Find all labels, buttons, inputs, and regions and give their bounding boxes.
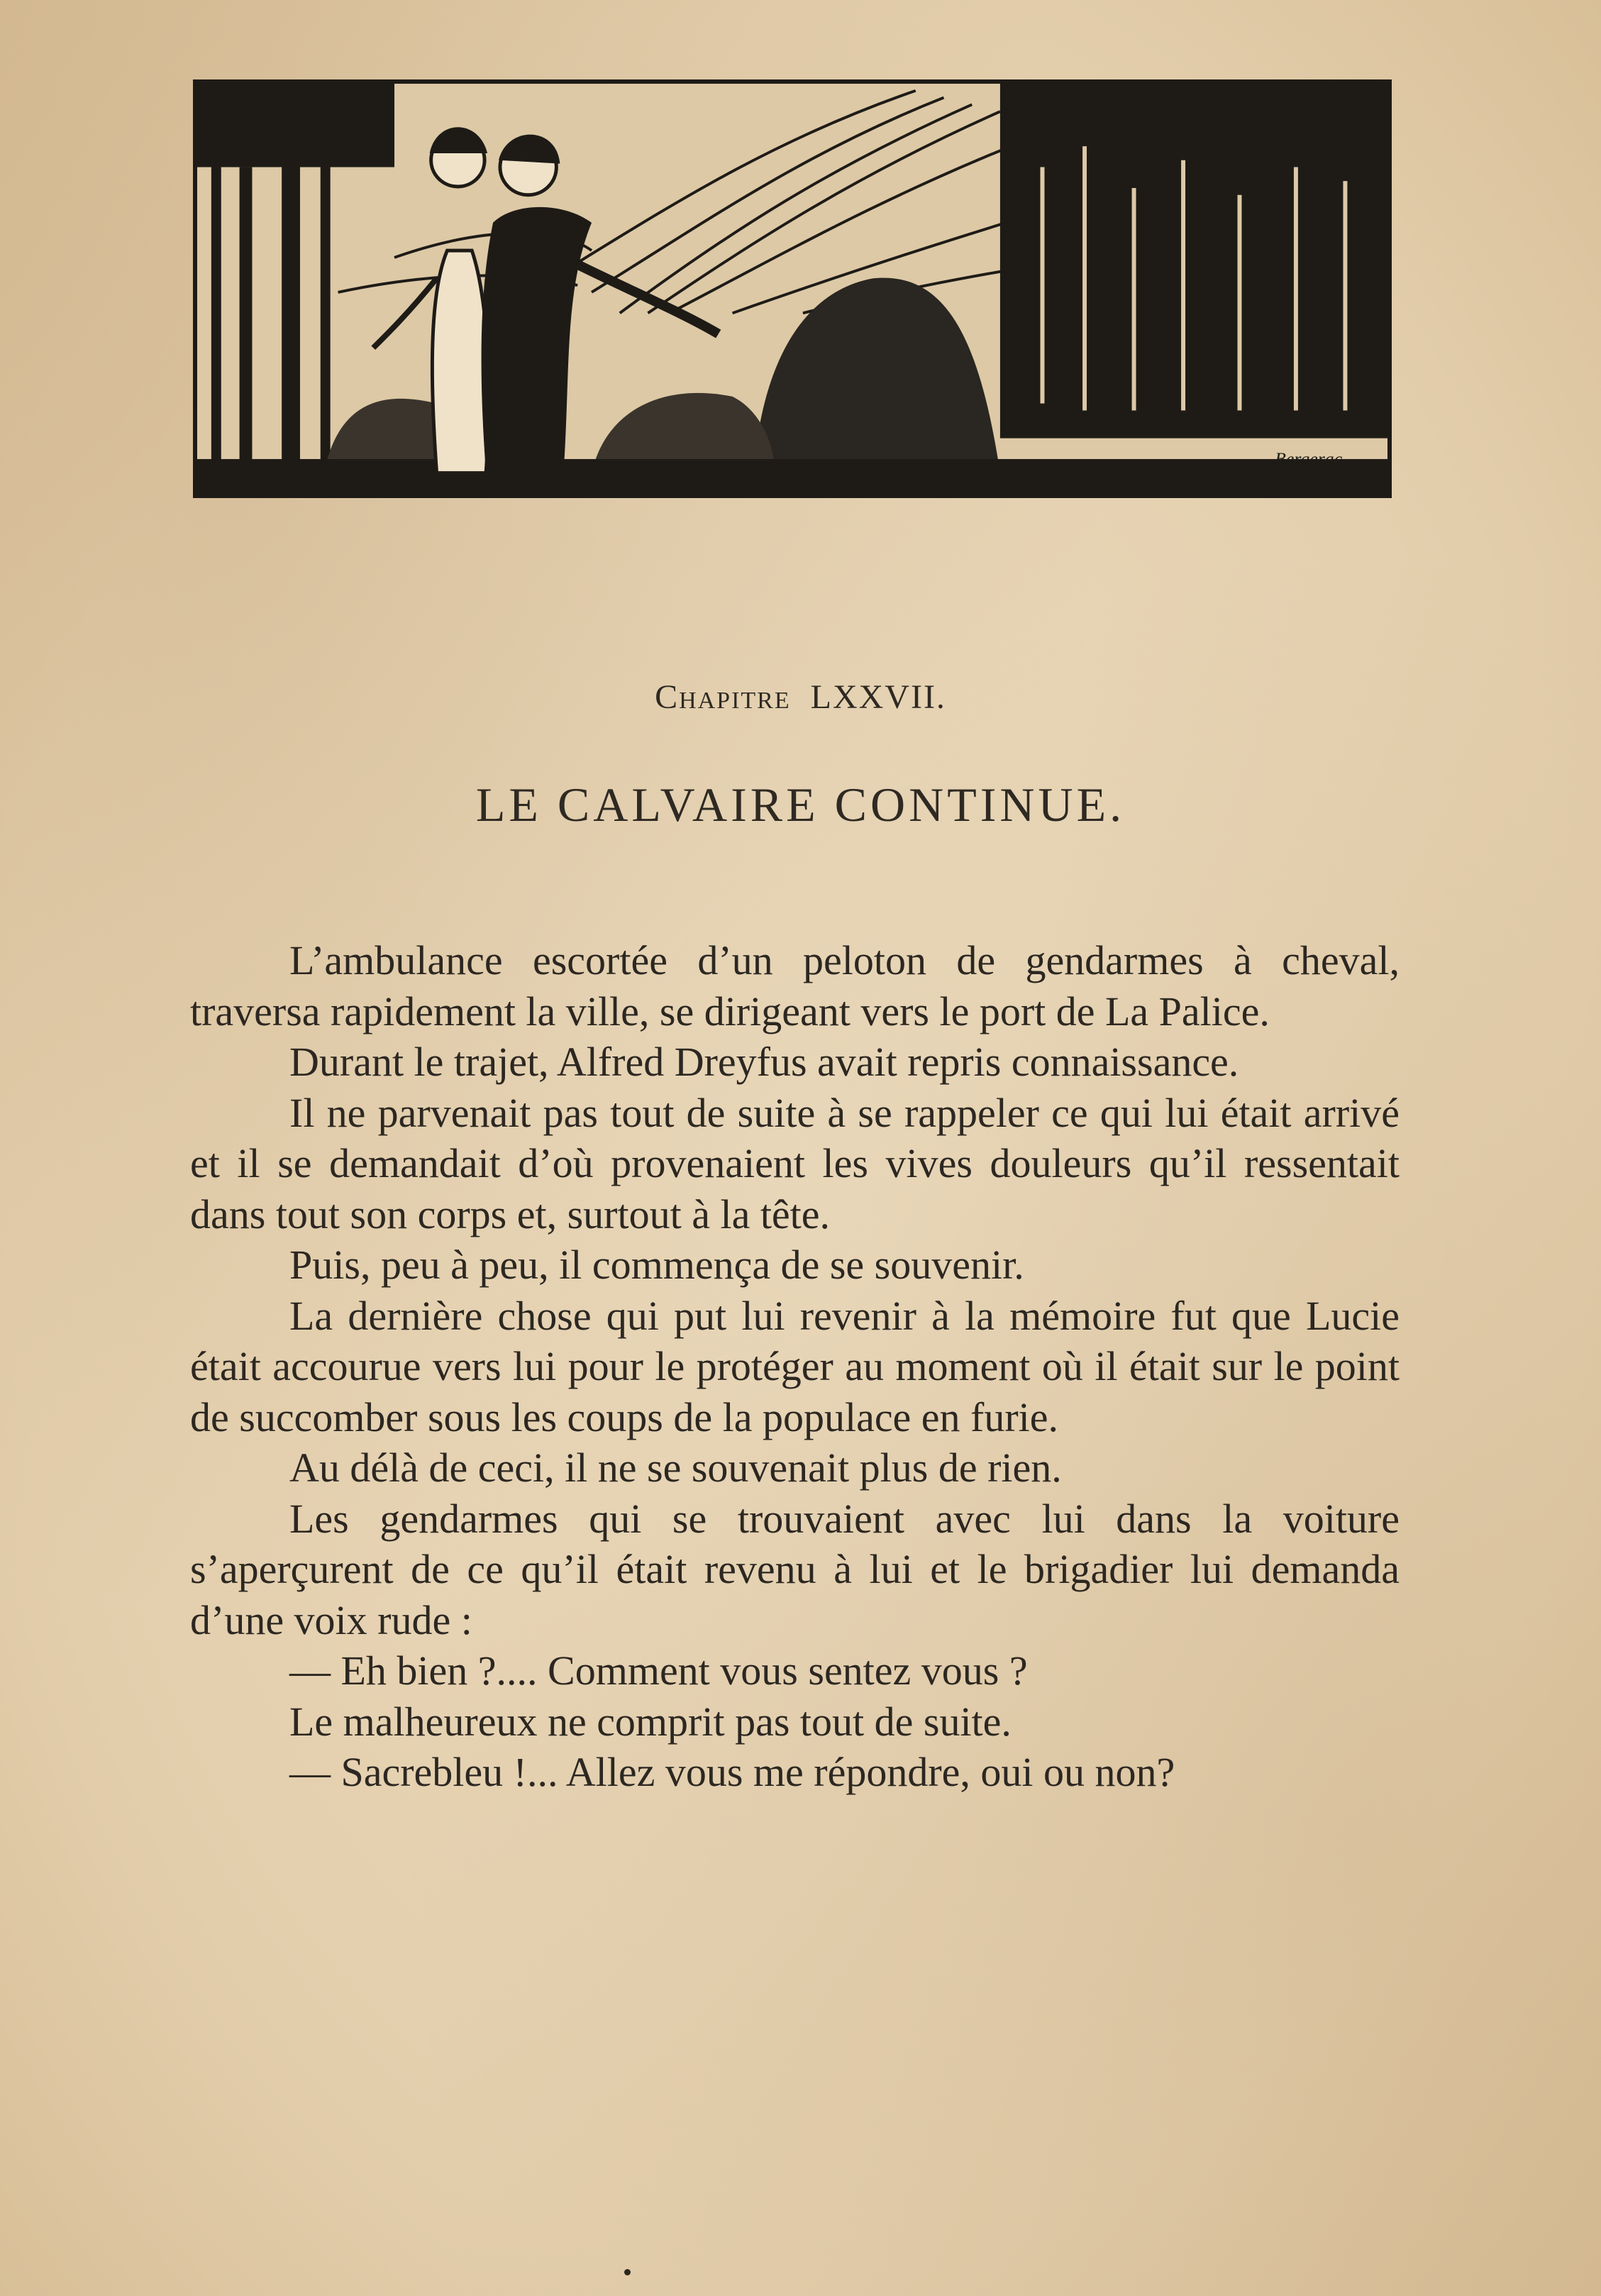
paragraph: Au délà de ceci, il ne se souvenait plus de rien.	[289, 1445, 1062, 1491]
paragraph: L’ambulance escortée d’un peloton de gendarmes à cheval, traversa rapidement la ville, se dirigeant vers le port de La Palice.	[190, 937, 1400, 1034]
paragraph: La dernière chose qui put lui revenir à la mémoire fut que Lucie était accourue vers lui pour le protéger au moment où il était sur le point de succomber sous les coups de la populace en furie.	[190, 1292, 1400, 1440]
dialogue-line: — Sacrebleu !... Allez vous me répondre, oui ou non?	[289, 1749, 1175, 1795]
chapter-number: LXXVII.	[810, 678, 946, 716]
header-illustration	[193, 79, 1392, 498]
chapter-title: LE CALVAIRE CONTINUE.	[475, 778, 1126, 832]
illustration-couple-in-garden-icon	[197, 84, 1387, 494]
paragraph: Les gendarmes qui se trouvaient avec lui dans la voiture s’aperçurent de ce qu’il était revenu à lui et le brigadier lui demanda d’une voix rude :	[190, 1495, 1400, 1643]
page-mark	[624, 2269, 631, 2275]
dialogue-line: — Eh bien ?.... Comment vous sentez vous ?	[289, 1648, 1028, 1694]
chapter-heading	[0, 678, 1601, 717]
paragraph: Le malheureux ne comprit pas tout de suite.	[289, 1698, 1012, 1745]
chapter-body	[190, 935, 1400, 1798]
paragraph: Puis, peu à peu, il commença de se souvenir.	[289, 1242, 1024, 1288]
illustration-signature: Bergerac	[1275, 448, 1343, 469]
paragraph: Durant le trajet, Alfred Dreyfus avait repris connaissance.	[289, 1039, 1239, 1085]
chapter-word: Chapitre	[655, 678, 791, 716]
paragraph: Il ne parvenait pas tout de suite à se rappeler ce qui lui était arrivé et il se demandait d’où provenaient les vives douleurs qu’il ressentait dans tout son corps et, surtout à la tête.	[190, 1089, 1400, 1237]
